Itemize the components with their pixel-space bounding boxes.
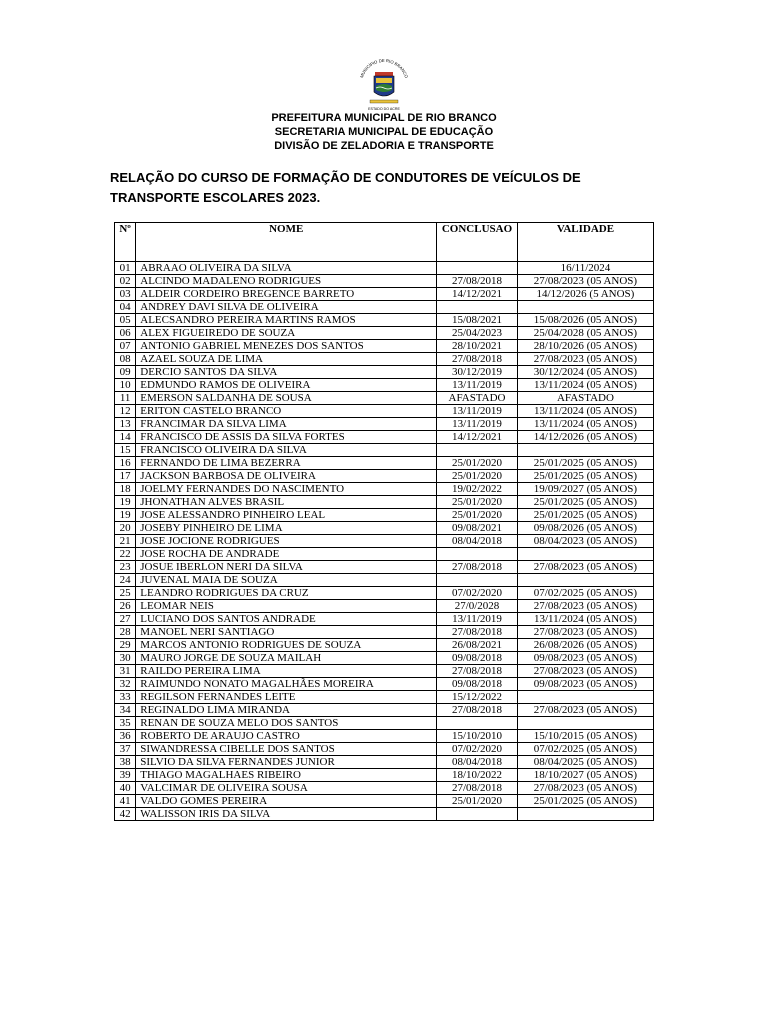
row-validade: 30/12/2024 (05 ANOS) xyxy=(517,366,653,379)
row-conclusao: 19/02/2022 xyxy=(437,483,518,496)
table-row xyxy=(115,275,654,288)
row-number: 20 xyxy=(115,522,136,535)
row-name: EDMUNDO RAMOS DE OLIVEIRA xyxy=(136,379,437,392)
col-header-name: NOME xyxy=(136,223,437,262)
header-line-divisao: DIVISÃO DE ZELADORIA E TRANSPORTE xyxy=(274,140,494,152)
row-conclusao: 27/08/2018 xyxy=(437,782,518,795)
table-row xyxy=(115,288,654,301)
row-name: AZAEL SOUZA DE LIMA xyxy=(136,353,437,366)
row-validade: 15/08/2026 (05 ANOS) xyxy=(517,314,653,327)
table-row xyxy=(115,509,654,522)
row-conclusao xyxy=(437,262,518,275)
table-row xyxy=(115,665,654,678)
row-number: 01 xyxy=(115,262,136,275)
table-row xyxy=(115,678,654,691)
table-row xyxy=(115,262,654,275)
row-validade: 28/10/2026 (05 ANOS) xyxy=(517,340,653,353)
svg-text:MUNICÍPIO DE RIO BRANCO: MUNICÍPIO DE RIO BRANCO xyxy=(358,58,410,79)
row-number: 41 xyxy=(115,795,136,808)
row-validade: 09/08/2023 (05 ANOS) xyxy=(517,652,653,665)
row-conclusao: 18/10/2022 xyxy=(437,769,518,782)
row-validade: AFASTADO xyxy=(517,392,653,405)
row-name: ALCINDO MADALENO RODRIGUES xyxy=(136,275,437,288)
row-validade xyxy=(517,717,653,730)
row-number: 19 xyxy=(115,509,136,522)
row-name: JUVENAL MAIA DE SOUZA xyxy=(136,574,437,587)
row-conclusao: 09/08/2018 xyxy=(437,652,518,665)
row-number: 07 xyxy=(115,340,136,353)
row-number: 05 xyxy=(115,314,136,327)
table-row xyxy=(115,691,654,704)
table-row xyxy=(115,730,654,743)
row-validade: 25/01/2025 (05 ANOS) xyxy=(517,795,653,808)
table-row xyxy=(115,418,654,431)
row-conclusao: 15/08/2021 xyxy=(437,314,518,327)
row-name: ALDEIR CORDEIRO BREGENCE BARRETO xyxy=(136,288,437,301)
row-validade: 25/01/2025 (05 ANOS) xyxy=(517,457,653,470)
table-row xyxy=(115,314,654,327)
row-conclusao xyxy=(437,548,518,561)
table-row xyxy=(115,587,654,600)
col-header-number: Nº xyxy=(115,223,136,262)
row-conclusao: 14/12/2021 xyxy=(437,431,518,444)
row-number: 17 xyxy=(115,470,136,483)
row-name: ANTONIO GABRIEL MENEZES DOS SANTOS xyxy=(136,340,437,353)
header-line-prefeitura: PREFEITURA MUNICIPAL DE RIO BRANCO xyxy=(271,112,497,124)
row-name: FERNANDO DE LIMA BEZERRA xyxy=(136,457,437,470)
table-row xyxy=(115,470,654,483)
row-conclusao: 25/01/2020 xyxy=(437,470,518,483)
col-header-validade: VALIDADE xyxy=(517,223,653,262)
row-conclusao: 27/08/2018 xyxy=(437,353,518,366)
row-number: 32 xyxy=(115,678,136,691)
row-conclusao: 25/04/2023 xyxy=(437,327,518,340)
row-number: 03 xyxy=(115,288,136,301)
row-number: 09 xyxy=(115,366,136,379)
row-validade xyxy=(517,444,653,457)
row-validade: 16/11/2024 xyxy=(517,262,653,275)
row-validade: 09/08/2026 (05 ANOS) xyxy=(517,522,653,535)
row-validade: 13/11/2024 (05 ANOS) xyxy=(517,613,653,626)
row-number: 19 xyxy=(115,496,136,509)
row-name: JOSE JOCIONE RODRIGUES xyxy=(136,535,437,548)
row-conclusao: 15/12/2022 xyxy=(437,691,518,704)
row-number: 35 xyxy=(115,717,136,730)
row-conclusao: 30/12/2019 xyxy=(437,366,518,379)
table-row xyxy=(115,353,654,366)
table-row xyxy=(115,522,654,535)
row-conclusao: 27/0/2028 xyxy=(437,600,518,613)
table-row xyxy=(115,782,654,795)
document-title: RELAÇÃO DO CURSO DE FORMAÇÃO DE CONDUTORES DE VEÍCULOS DE TRANSPORTE ESCOLARES 2023. xyxy=(110,170,581,205)
row-conclusao: 13/11/2019 xyxy=(437,379,518,392)
row-number: 29 xyxy=(115,639,136,652)
row-name: MAURO JORGE DE SOUZA MAILAH xyxy=(136,652,437,665)
row-number: 06 xyxy=(115,327,136,340)
row-name: EMERSON SALDANHA DE SOUSA xyxy=(136,392,437,405)
table-row xyxy=(115,743,654,756)
row-conclusao: 25/01/2020 xyxy=(437,457,518,470)
row-name: WALISSON IRIS DA SILVA xyxy=(136,808,437,821)
row-name: SILVIO DA SILVA FERNANDES JUNIOR xyxy=(136,756,437,769)
row-number: 02 xyxy=(115,275,136,288)
row-name: RENAN DE SOUZA MELO DOS SANTOS xyxy=(136,717,437,730)
row-validade: 27/08/2023 (05 ANOS) xyxy=(517,353,653,366)
row-name: MARCOS ANTONIO RODRIGUES DE SOUZA xyxy=(136,639,437,652)
row-validade: 25/01/2025 (05 ANOS) xyxy=(517,496,653,509)
row-name: JOSE ROCHA DE ANDRADE xyxy=(136,548,437,561)
table-row xyxy=(115,340,654,353)
row-validade: 25/01/2025 (05 ANOS) xyxy=(517,470,653,483)
row-name: FRANCISCO DE ASSIS DA SILVA FORTES xyxy=(136,431,437,444)
row-number: 24 xyxy=(115,574,136,587)
row-conclusao: 08/04/2018 xyxy=(437,535,518,548)
row-conclusao xyxy=(437,717,518,730)
row-conclusao: 26/08/2021 xyxy=(437,639,518,652)
row-validade: 27/08/2023 (05 ANOS) xyxy=(517,275,653,288)
row-conclusao: 14/12/2021 xyxy=(437,288,518,301)
drivers-table xyxy=(114,222,654,821)
row-conclusao: 07/02/2020 xyxy=(437,587,518,600)
municipal-seal-logo xyxy=(354,58,414,114)
row-name: ROBERTO DE ARAUJO CASTRO xyxy=(136,730,437,743)
row-number: 12 xyxy=(115,405,136,418)
row-number: 22 xyxy=(115,548,136,561)
row-name: ANDREY DAVI SILVA DE OLIVEIRA xyxy=(136,301,437,314)
row-number: 13 xyxy=(115,418,136,431)
col-header-conclusao: CONCLUSAO xyxy=(437,223,518,262)
row-number: 40 xyxy=(115,782,136,795)
row-number: 04 xyxy=(115,301,136,314)
table-row xyxy=(115,652,654,665)
table-row xyxy=(115,327,654,340)
row-conclusao: 13/11/2019 xyxy=(437,418,518,431)
row-conclusao: 13/11/2019 xyxy=(437,613,518,626)
table-row xyxy=(115,548,654,561)
table-row xyxy=(115,561,654,574)
table-row xyxy=(115,535,654,548)
row-validade: 27/08/2023 (05 ANOS) xyxy=(517,626,653,639)
row-conclusao xyxy=(437,574,518,587)
row-conclusao: 27/08/2018 xyxy=(437,665,518,678)
row-validade: 13/11/2024 (05 ANOS) xyxy=(517,379,653,392)
row-conclusao xyxy=(437,444,518,457)
row-name: SIWANDRESSA CIBELLE DOS SANTOS xyxy=(136,743,437,756)
row-validade: 13/11/2024 (05 ANOS) xyxy=(517,418,653,431)
table-row xyxy=(115,639,654,652)
row-number: 26 xyxy=(115,600,136,613)
row-name: RAILDO PEREIRA LIMA xyxy=(136,665,437,678)
row-validade: 27/08/2023 (05 ANOS) xyxy=(517,665,653,678)
row-name: THIAGO MAGALHAES RIBEIRO xyxy=(136,769,437,782)
row-name: ALEX FIGUEIREDO DE SOUZA xyxy=(136,327,437,340)
row-number: 30 xyxy=(115,652,136,665)
table-row xyxy=(115,496,654,509)
row-conclusao: 27/08/2018 xyxy=(437,626,518,639)
table-row xyxy=(115,392,654,405)
row-conclusao: 25/01/2020 xyxy=(437,496,518,509)
row-conclusao: 25/01/2020 xyxy=(437,795,518,808)
row-validade: 07/02/2025 (05 ANOS) xyxy=(517,587,653,600)
table-row xyxy=(115,613,654,626)
row-validade: 08/04/2023 (05 ANOS) xyxy=(517,535,653,548)
row-validade: 13/11/2024 (05 ANOS) xyxy=(517,405,653,418)
table-row xyxy=(115,717,654,730)
row-name: LEOMAR NEIS xyxy=(136,600,437,613)
row-validade: 09/08/2023 (05 ANOS) xyxy=(517,678,653,691)
row-number: 14 xyxy=(115,431,136,444)
row-validade: 19/09/2027 (05 ANOS) xyxy=(517,483,653,496)
row-number: 23 xyxy=(115,561,136,574)
row-validade: 27/08/2023 (05 ANOS) xyxy=(517,704,653,717)
row-validade: 18/10/2027 (05 ANOS) xyxy=(517,769,653,782)
table-row xyxy=(115,756,654,769)
row-validade: 07/02/2025 (05 ANOS) xyxy=(517,743,653,756)
row-number: 42 xyxy=(115,808,136,821)
svg-text:ESTADO DO ACRE: ESTADO DO ACRE xyxy=(368,107,400,111)
row-name: RAIMUNDO NONATO MAGALHÃES MOREIRA xyxy=(136,678,437,691)
row-validade xyxy=(517,691,653,704)
row-name: LEANDRO RODRIGUES DA CRUZ xyxy=(136,587,437,600)
table-row xyxy=(115,444,654,457)
table-row xyxy=(115,574,654,587)
table-row xyxy=(115,769,654,782)
row-validade: 15/10/2015 (05 ANOS) xyxy=(517,730,653,743)
header-line-secretaria: SECRETARIA MUNICIPAL DE EDUCAÇÃO xyxy=(274,126,494,138)
row-number: 18 xyxy=(115,483,136,496)
table-row xyxy=(115,600,654,613)
row-number: 34 xyxy=(115,704,136,717)
table-row xyxy=(115,366,654,379)
row-validade: 26/08/2026 (05 ANOS) xyxy=(517,639,653,652)
row-validade: 14/12/2026 (5 ANOS) xyxy=(517,288,653,301)
row-number: 33 xyxy=(115,691,136,704)
row-validade: 27/08/2023 (05 ANOS) xyxy=(517,782,653,795)
table-row xyxy=(115,704,654,717)
row-conclusao: 15/10/2010 xyxy=(437,730,518,743)
row-name: REGILSON FERNANDES LEITE xyxy=(136,691,437,704)
row-conclusao: 08/04/2018 xyxy=(437,756,518,769)
table-row xyxy=(115,301,654,314)
row-conclusao xyxy=(437,808,518,821)
row-number: 11 xyxy=(115,392,136,405)
row-number: 10 xyxy=(115,379,136,392)
row-validade: 08/04/2025 (05 ANOS) xyxy=(517,756,653,769)
row-name: VALCIMAR DE OLIVEIRA SOUSA xyxy=(136,782,437,795)
row-conclusao: 07/02/2020 xyxy=(437,743,518,756)
table-header-row xyxy=(115,223,654,262)
row-number: 25 xyxy=(115,587,136,600)
table-row xyxy=(115,808,654,821)
row-name: JHONATHAN ALVES BRASIL xyxy=(136,496,437,509)
row-validade: 27/08/2023 (05 ANOS) xyxy=(517,600,653,613)
row-conclusao: 27/08/2018 xyxy=(437,704,518,717)
table-row xyxy=(115,626,654,639)
row-conclusao: 25/01/2020 xyxy=(437,509,518,522)
row-conclusao xyxy=(437,301,518,314)
table-row xyxy=(115,457,654,470)
row-conclusao: 09/08/2021 xyxy=(437,522,518,535)
row-validade: 25/01/2025 (05 ANOS) xyxy=(517,509,653,522)
row-number: 27 xyxy=(115,613,136,626)
row-validade: 25/04/2028 (05 ANOS) xyxy=(517,327,653,340)
row-name: JOSE ALESSANDRO PINHEIRO LEAL xyxy=(136,509,437,522)
row-name: FRANCISCO OLIVEIRA DA SILVA xyxy=(136,444,437,457)
row-name: FRANCIMAR DA SILVA LIMA xyxy=(136,418,437,431)
row-validade: 14/12/2026 (05 ANOS) xyxy=(517,431,653,444)
row-validade xyxy=(517,301,653,314)
table-row xyxy=(115,483,654,496)
row-validade xyxy=(517,808,653,821)
row-conclusao: AFASTADO xyxy=(437,392,518,405)
row-name: ABRAAO OLIVEIRA DA SILVA xyxy=(136,262,437,275)
row-name: REGINALDO LIMA MIRANDA xyxy=(136,704,437,717)
row-name: JACKSON BARBOSA DE OLIVEIRA xyxy=(136,470,437,483)
row-conclusao: 28/10/2021 xyxy=(437,340,518,353)
row-number: 15 xyxy=(115,444,136,457)
row-name: JOELMY FERNANDES DO NASCIMENTO xyxy=(136,483,437,496)
table-row xyxy=(115,379,654,392)
row-number: 39 xyxy=(115,769,136,782)
row-conclusao: 09/08/2018 xyxy=(437,678,518,691)
row-name: JOSUE IBERLON NERI DA SILVA xyxy=(136,561,437,574)
table-row xyxy=(115,405,654,418)
row-name: MANOEL NERI SANTIAGO xyxy=(136,626,437,639)
row-number: 28 xyxy=(115,626,136,639)
row-name: VALDO GOMES PEREIRA xyxy=(136,795,437,808)
row-name: LUCIANO DOS SANTOS ANDRADE xyxy=(136,613,437,626)
row-number: 31 xyxy=(115,665,136,678)
row-conclusao: 27/08/2018 xyxy=(437,561,518,574)
row-validade xyxy=(517,574,653,587)
row-name: DERCIO SANTOS DA SILVA xyxy=(136,366,437,379)
row-validade xyxy=(517,548,653,561)
row-conclusao: 13/11/2019 xyxy=(437,405,518,418)
row-number: 38 xyxy=(115,756,136,769)
row-validade: 27/08/2023 (05 ANOS) xyxy=(517,561,653,574)
row-number: 36 xyxy=(115,730,136,743)
row-number: 08 xyxy=(115,353,136,366)
row-number: 37 xyxy=(115,743,136,756)
row-name: ALECSANDRO PEREIRA MARTINS RAMOS xyxy=(136,314,437,327)
table-row xyxy=(115,431,654,444)
table-row xyxy=(115,795,654,808)
row-conclusao: 27/08/2018 xyxy=(437,275,518,288)
row-number: 21 xyxy=(115,535,136,548)
row-name: JOSEBY PINHEIRO DE LIMA xyxy=(136,522,437,535)
row-number: 16 xyxy=(115,457,136,470)
row-name: ERITON CASTELO BRANCO xyxy=(136,405,437,418)
